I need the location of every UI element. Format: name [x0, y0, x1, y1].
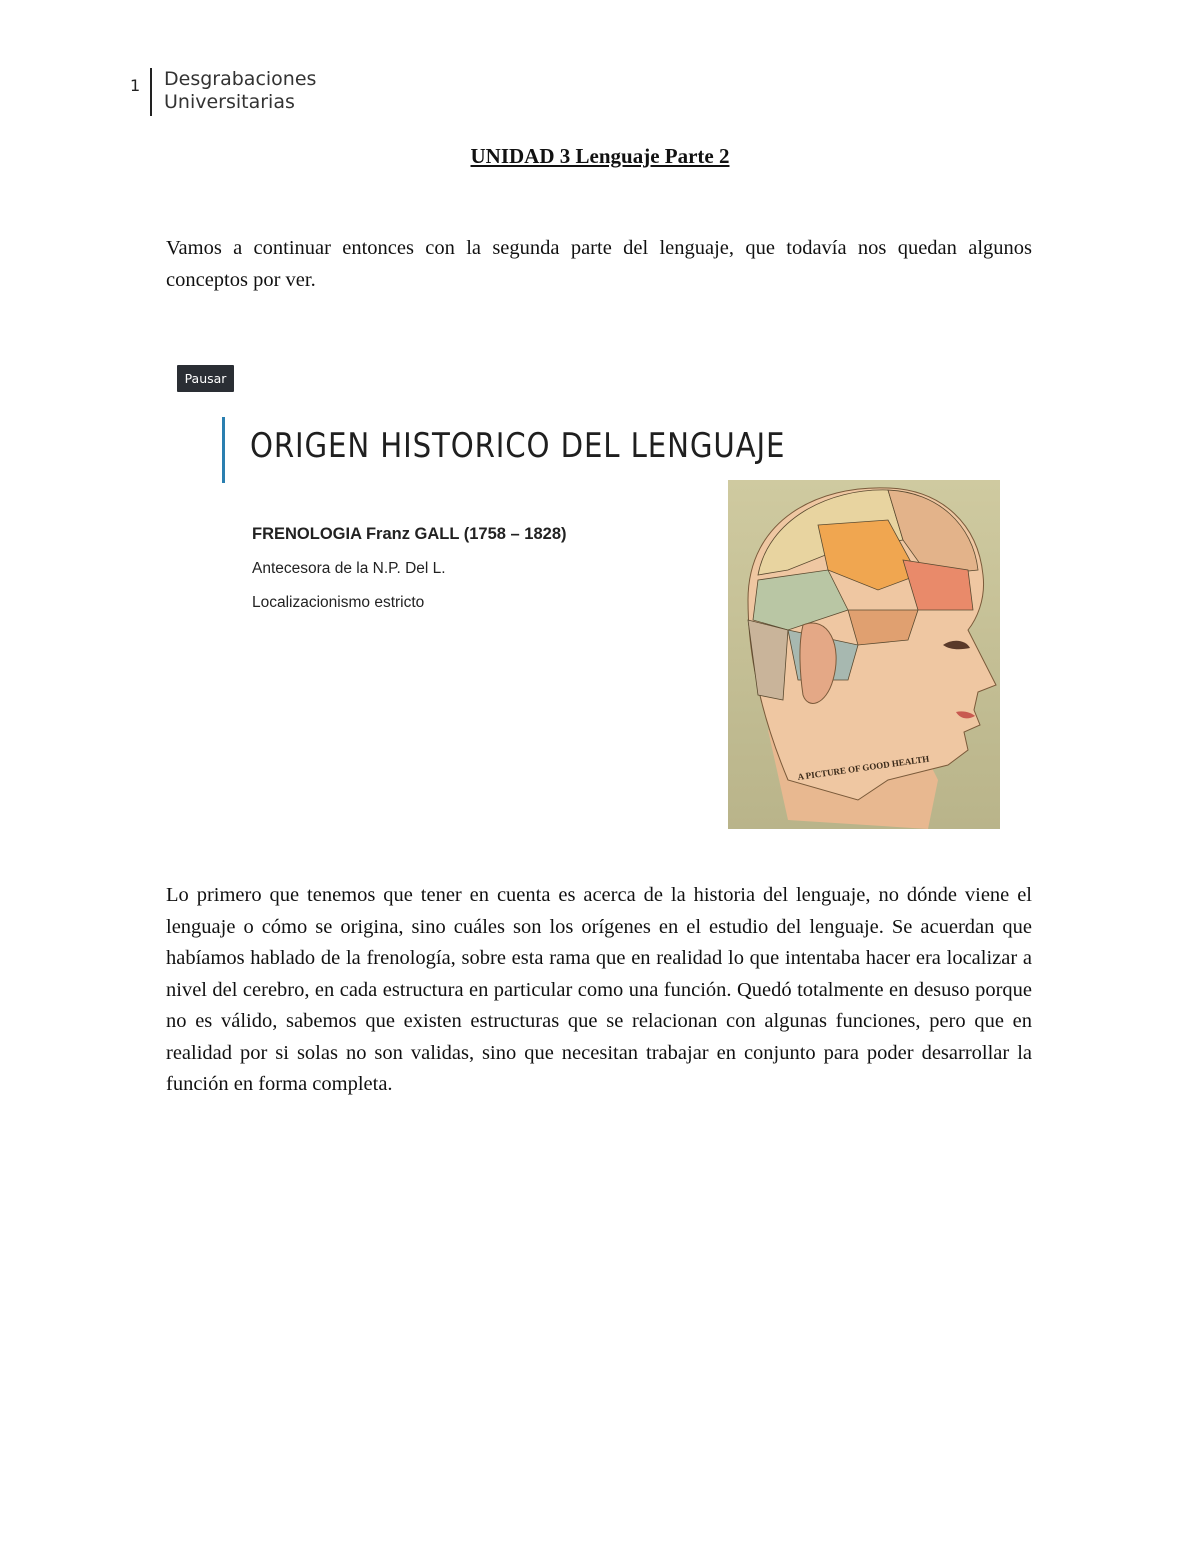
slide-heading: ORIGEN HISTORICO DEL LENGUAJE [250, 426, 786, 466]
intro-paragraph: Vamos a continuar entonces con la segunda parte del lenguaje, que todavía nos quedan algunos conceptos por ver. [166, 237, 1032, 291]
body-paragraph: Lo primero que tenemos que tener en cuenta es acerca de la historia del lenguaje, no dónde viene el lenguaje o cómo se origina, sino cuáles son los orígenes en el estudio del lenguaje. Se acuerdan que habíamos hablado de la frenología, sobre esta rama que en realidad lo que intentaba hacer era localizar a nivel del cerebro, en cada estructura en particular como una función. Quedó totalmente en desuso porque no es válido, sabemos que existen estructuras que se relacionan con algunas funciones, pero que en realidad por si solas no son validas, sino que necesitan trabajar en conjunto para poder desarrollar la función en forma completa. [166, 884, 1032, 1095]
embedded-slide [166, 360, 1036, 840]
header-divider [150, 68, 152, 116]
header-line-1: Desgrabaciones [164, 68, 317, 90]
image-caption: A PICTURE OF GOOD HEALTH [796, 753, 930, 782]
slide-accent-bar [222, 417, 225, 483]
slide-line-2: Antecesora de la N.P. Del L. [252, 560, 446, 577]
page-number: 1 [130, 76, 141, 95]
slide-line-3: Localizacionismo estricto [252, 594, 425, 611]
slide-line-1: FRENOLOGIA Franz GALL (1758 – 1828) [252, 525, 567, 543]
pause-button[interactable]: Pausar [177, 365, 234, 392]
phrenology-head-image [728, 480, 1000, 829]
header-title [164, 68, 316, 114]
header-line-2: Universitarias [164, 91, 295, 113]
document-title: UNIDAD 3 Lenguaje Parte 2 [470, 144, 730, 168]
